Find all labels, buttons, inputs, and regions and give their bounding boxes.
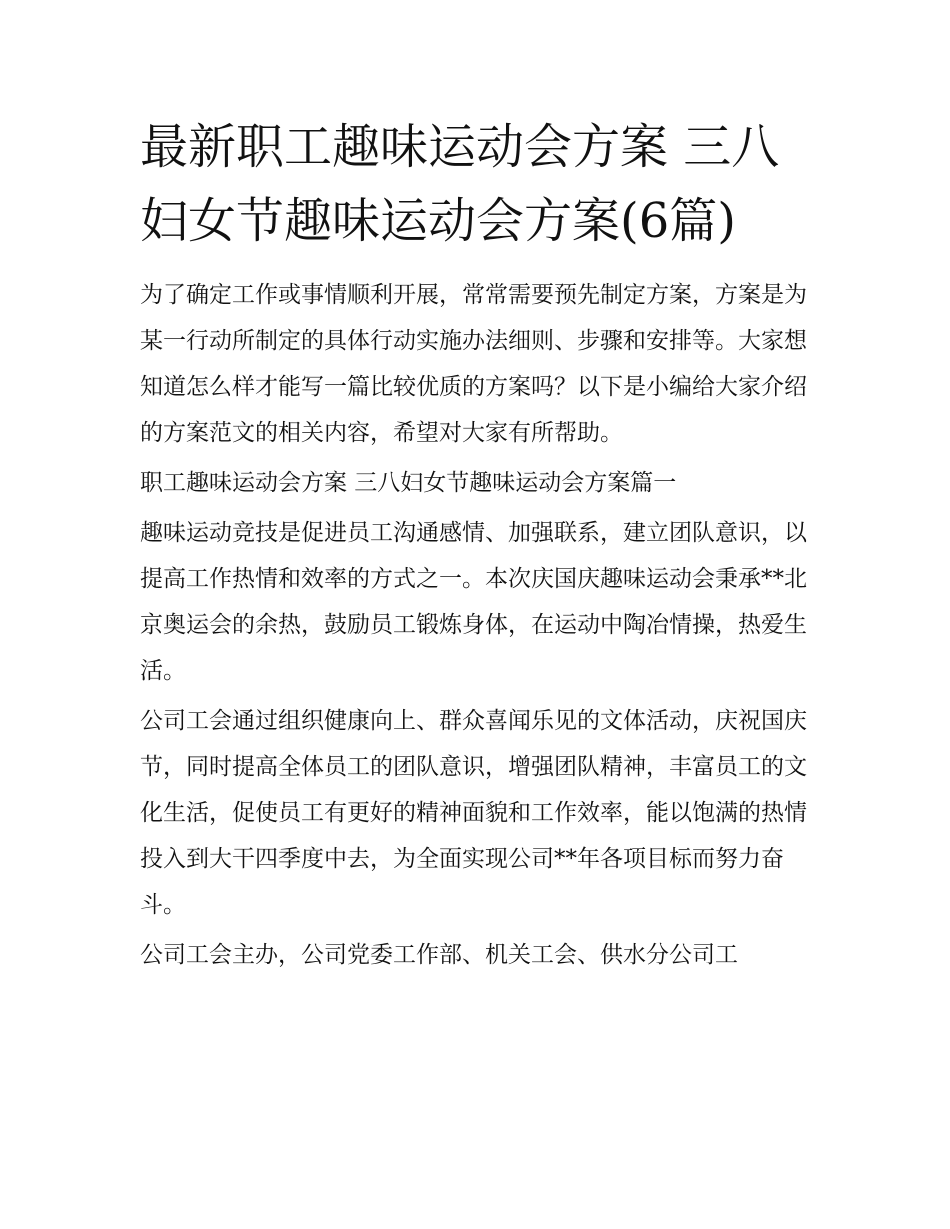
- paragraph-intro: 为了确定工作或事情顺利开展，常常需要预先制定方案，方案是为某一行动所制定的具体行动实施办法细则、步骤和安排等。大家想知道怎么样才能写一篇比较优质的方案吗？以下是小编给大家介绍的方案范文的相关内容，希望对大家有所帮助。: [140, 282, 807, 446]
- document-body: [140, 110, 820, 982]
- paragraph-purpose: 趣味运动竞技是促进员工沟通感情、加强联系，建立团队意识，以提高工作热情和效率的方式之一。本次庆国庆趣味运动会秉承**北京奥运会的余热，鼓励员工锻炼身体，在运动中陶冶情操，热爱生活。: [140, 520, 807, 684]
- paragraph-organizer: 公司工会主办，公司党委工作部、机关工会、供水分公司工: [140, 942, 738, 968]
- paragraph-goals: 公司工会通过组织健康向上、群众喜闻乐见的文体活动，庆祝国庆节，同时提高全体员工的团队意识，增强团队精神，丰富员工的文化生活，促使员工有更好的精神面貌和工作效率，能以饱满的热情投入到大干四季度中去，为全面实现公司**年各项目标而努力奋斗。: [140, 708, 807, 918]
- section-heading: 职工趣味运动会方案 三八妇女节趣味运动会方案篇一: [140, 470, 677, 496]
- document-title: 最新职工趣味运动会方案 三八妇女节趣味运动会方案(6篇): [140, 119, 780, 249]
